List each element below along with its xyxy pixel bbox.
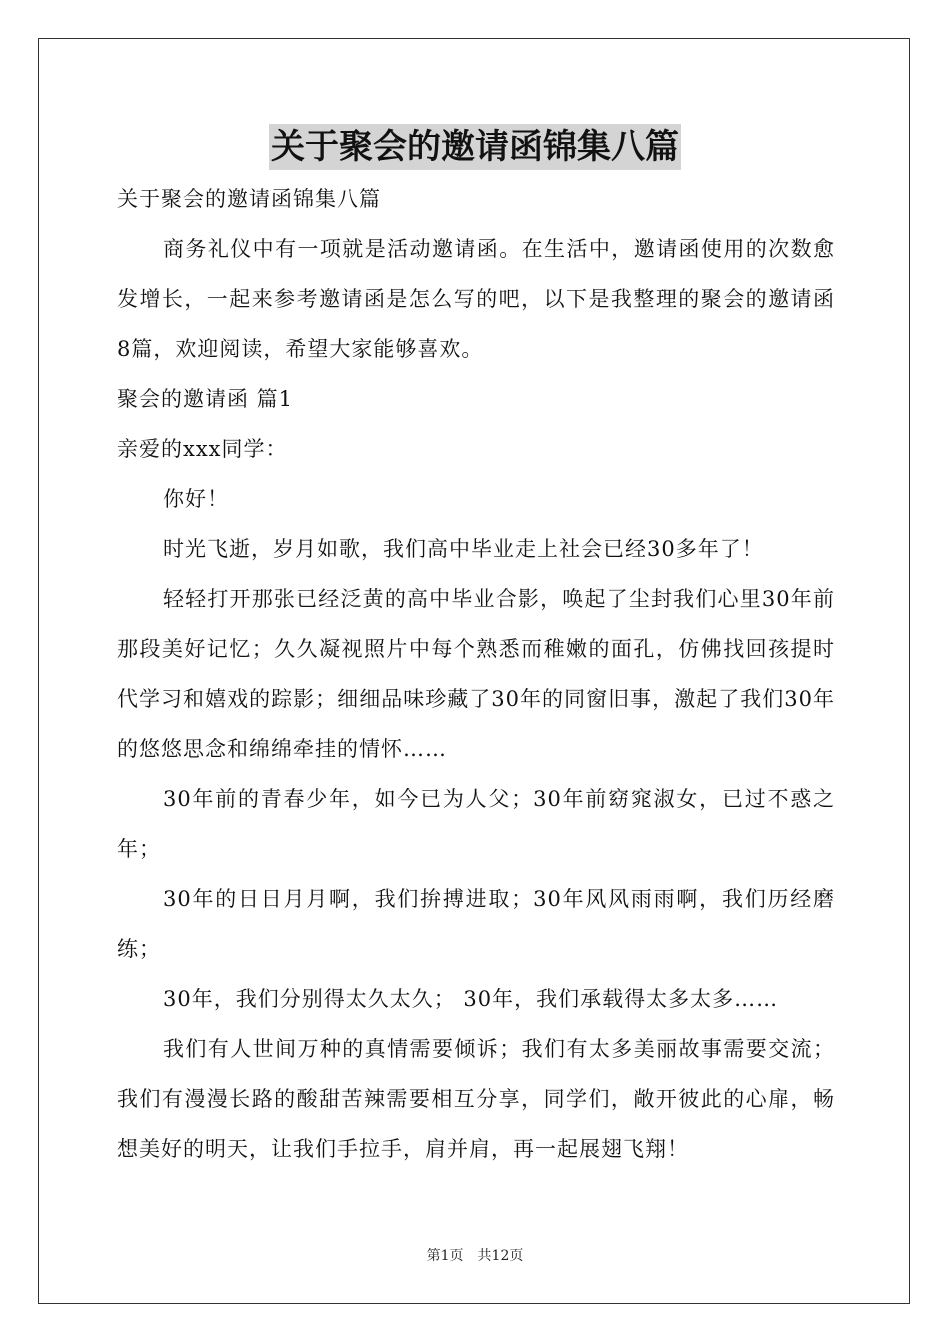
paragraph: 你好！ [163,487,229,511]
page-footer [0,1245,950,1265]
paragraph: 30年的日日月月啊，我们拚搏进取；30年风风雨雨啊，我们历经磨练； [117,887,835,961]
paragraph: 关于聚会的邀请函锦集八篇 [117,187,381,211]
title-container [0,124,950,170]
paragraph: 30年前的青春少年，如今已为人父；30年前窈窕淑女，已过不惑之年； [117,787,835,861]
document-title: 关于聚会的邀请函锦集八篇 [269,124,681,170]
paragraph: 我们有人世间万种的真情需要倾诉；我们有太多美丽故事需要交流；我们有漫漫长路的酸甜苦辣需要相互分享，同学们，敞开彼此的心扉，畅想美好的明天，让我们手拉手，肩并肩，再一起展翅飞翔！ [117,1037,835,1161]
paragraph: 轻轻打开那张已经泛黄的高中毕业合影，唤起了尘封我们心里30年前那段美好记忆；久久凝视照片中每个熟悉而稚嫩的面孔，仿佛找回孩提时代学习和嬉戏的踪影；细细品味珍藏了30年的同窗旧事，激起了我们30年的悠悠思念和绵绵牵挂的情怀…… [117,587,835,761]
salutation: 亲爱的xxx同学： [117,437,288,461]
document-body [117,174,835,1174]
page-number: 第1页 共12页 [426,1248,524,1264]
section-heading: 聚会的邀请函 篇1 [117,387,294,411]
paragraph: 时光飞逝，岁月如歌，我们高中毕业走上社会已经30多年了！ [163,537,764,561]
paragraph: 商务礼仪中有一项就是活动邀请函。在生活中，邀请函使用的次数愈发增长，一起来参考邀请函是怎么写的吧，以下是我整理的聚会的邀请函8篇，欢迎阅读，希望大家能够喜欢。 [117,237,835,361]
paragraph: 30年，我们分别得太久太久； 30年，我们承载得太多太多…… [163,987,779,1011]
